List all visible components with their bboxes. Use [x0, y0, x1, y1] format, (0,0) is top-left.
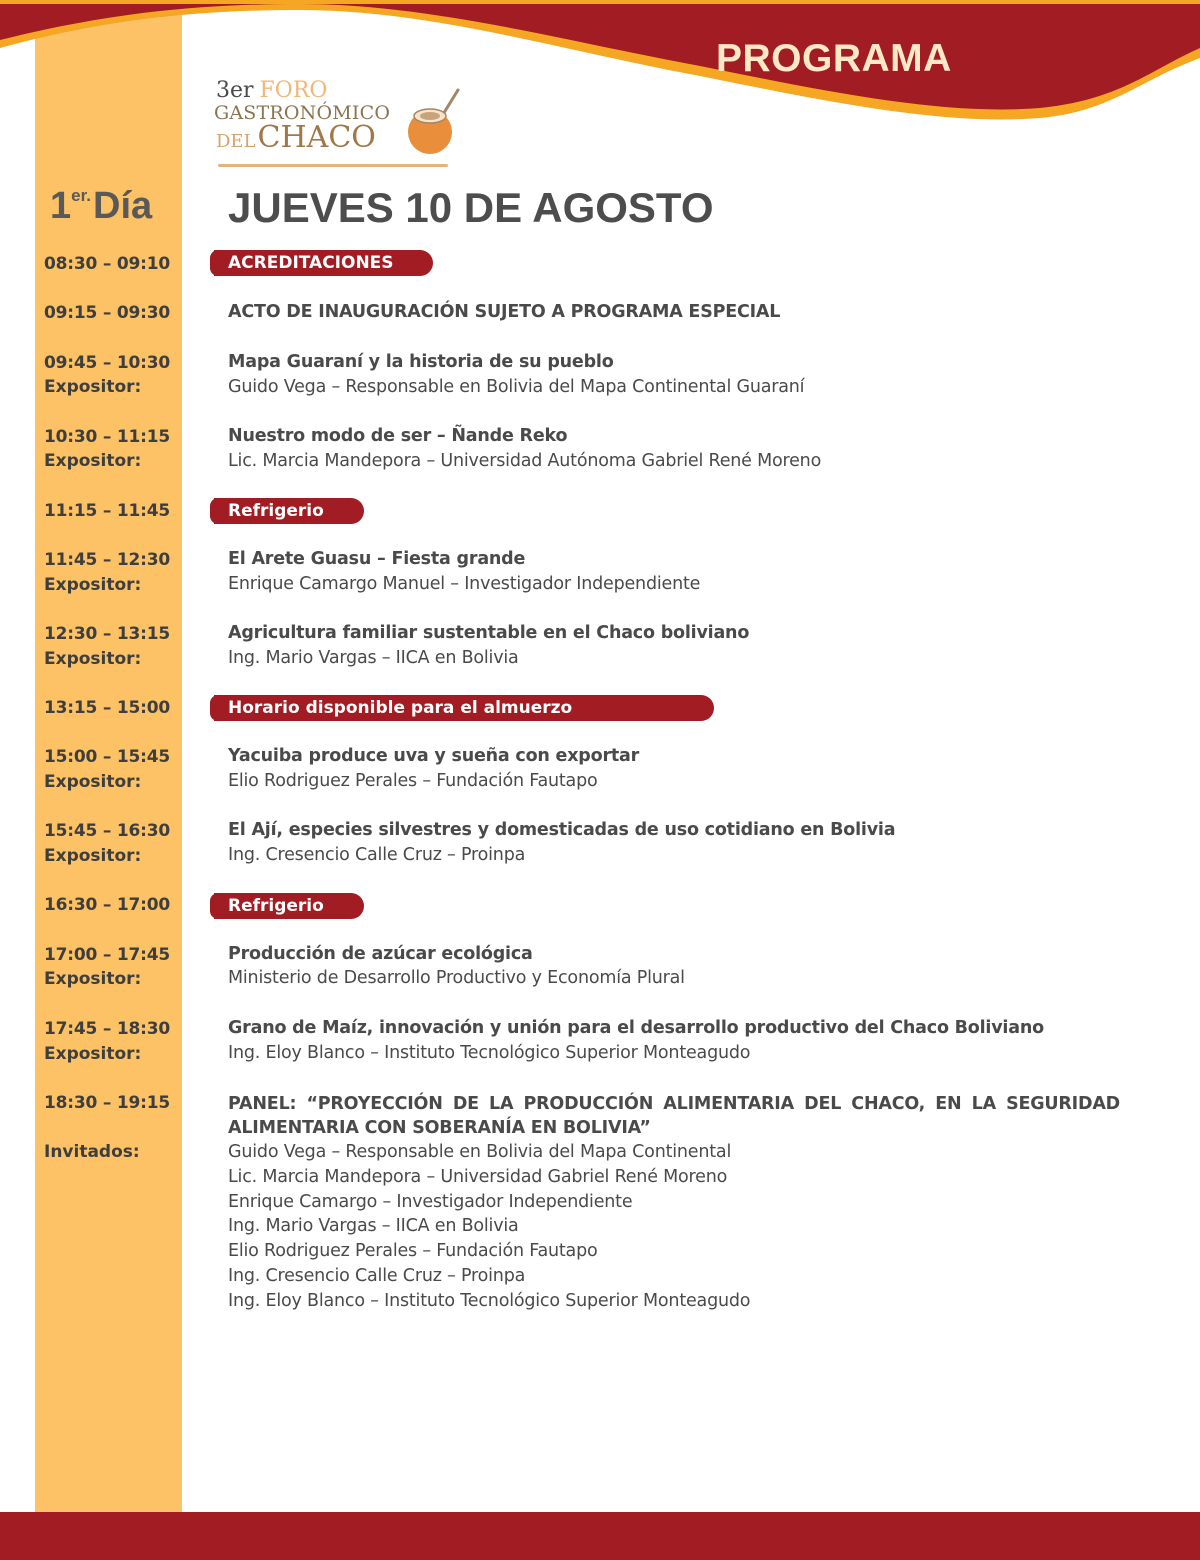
expositor-label: Expositor:	[44, 377, 142, 397]
invitados-label: Invitados:	[44, 1142, 140, 1162]
logo-ordinal: 3er	[216, 78, 254, 103]
session-title: El Ají, especies silvestres y domesticadas de uso cotidiano en Bolivia	[228, 820, 896, 840]
section-pill: ACREDITACIONES	[214, 250, 433, 276]
expositor-label: Expositor:	[44, 969, 142, 989]
time-slot: 09:15 – 09:30	[44, 303, 170, 323]
session-title: Mapa Guaraní y la historia de su pueblo	[228, 352, 614, 372]
expositor-label: Expositor:	[44, 575, 142, 595]
time-slot: 10:30 – 11:15	[44, 427, 170, 447]
expositor-label: Expositor:	[44, 451, 142, 471]
section-pill: Horario disponible para el almuerzo	[214, 695, 714, 721]
time-slot: 17:00 – 17:45	[44, 945, 170, 965]
section-pill: Refrigerio	[214, 498, 364, 524]
time-slot: 17:45 – 18:30	[44, 1019, 170, 1039]
guest-item: Lic. Marcia Mandepora – Universidad Gabriel René Moreno	[228, 1166, 728, 1187]
time-slot: 12:30 – 13:15	[44, 624, 170, 644]
session-title: Nuestro modo de ser – Ñande Reko	[228, 426, 568, 446]
session-speaker: Elio Rodriguez Perales – Fundación Fautapo	[228, 771, 598, 791]
panel-title: PANEL: “PROYECCIÓN DE LA PRODUCCIÓN ALIMENTARIA DEL CHACO, EN LA SEGURIDAD ALIMENTARIA CON SOBERANÍA EN BOLIVIA”	[228, 1094, 1120, 1138]
expositor-label: Expositor:	[44, 772, 142, 792]
guest-item: Guido Vega – Responsable en Bolivia del Mapa Continental	[228, 1142, 732, 1162]
day-number: 1	[50, 185, 72, 227]
session-speaker: Ing. Cresencio Calle Cruz – Proinpa	[228, 845, 526, 865]
time-slot: 08:30 – 09:10	[44, 254, 170, 274]
guest-item: Enrique Camargo – Investigador Independiente	[228, 1191, 633, 1212]
time-slot: 18:30 – 19:15	[44, 1093, 170, 1113]
guest-list	[228, 1140, 750, 1314]
time-slot: 11:45 – 12:30	[44, 550, 170, 570]
session-speaker: Ing. Mario Vargas – IICA en Bolivia	[228, 648, 519, 668]
time-slot: 13:15 – 15:00	[44, 698, 170, 718]
session-title: El Arete Guasu – Fiesta grande	[228, 549, 526, 569]
session-title: Producción de azúcar ecológica	[228, 944, 533, 964]
logo-del: DEL	[216, 131, 256, 152]
session-title: ACTO DE INAUGURACIÓN SUJETO A PROGRAMA ESPECIAL	[228, 302, 781, 322]
expositor-label: Expositor:	[44, 649, 142, 669]
header-banner	[0, 0, 1200, 180]
expositor-label: Expositor:	[44, 1044, 142, 1064]
session-speaker: Guido Vega – Responsable en Bolivia del Mapa Continental Guaraní	[228, 377, 805, 397]
time-slot: 15:00 – 15:45	[44, 747, 170, 767]
footer-band	[0, 1512, 1200, 1560]
time-slot: 09:45 – 10:30	[44, 353, 170, 373]
session-title: Yacuiba produce uva y sueña con exportar	[228, 746, 640, 766]
day-word: Día	[93, 185, 153, 227]
logo-gastronomico: GASTRONÓMICO	[214, 102, 391, 124]
header-title: PROGRAMA	[716, 37, 952, 80]
day-heading	[50, 185, 152, 228]
guest-item: Ing. Mario Vargas – IICA en Bolivia	[228, 1216, 519, 1237]
time-slot: 16:30 – 17:00	[44, 895, 170, 915]
section-pill: Refrigerio	[214, 893, 364, 919]
session-title: Agricultura familiar sustentable en el Chaco boliviano	[228, 623, 750, 643]
logo-foro: FORO	[259, 78, 328, 103]
mate-gourd-icon	[400, 86, 470, 156]
logo-underline	[218, 164, 448, 167]
session-speaker: Ministerio de Desarrollo Productivo y Economía Plural	[228, 968, 685, 988]
expositor-label: Expositor:	[44, 846, 142, 866]
session-title: Grano de Maíz, innovación y unión para el desarrollo productivo del Chaco Boliviano	[228, 1018, 1044, 1038]
session-speaker: Lic. Marcia Mandepora – Universidad Autónoma Gabriel René Moreno	[228, 451, 822, 471]
session-speaker: Ing. Eloy Blanco – Instituto Tecnológico Superior Monteagudo	[228, 1043, 751, 1063]
time-slot: 15:45 – 16:30	[44, 821, 170, 841]
session-speaker: Enrique Camargo Manuel – Investigador Independiente	[228, 574, 701, 594]
event-logo	[210, 78, 470, 178]
date-title: JUEVES 10 DE AGOSTO	[228, 184, 714, 231]
guest-item: Ing. Cresencio Calle Cruz – Proinpa	[228, 1265, 526, 1286]
day-suffix: er.	[71, 186, 91, 205]
time-slot: 11:15 – 11:45	[44, 501, 170, 521]
guest-item: Elio Rodriguez Perales – Fundación Fautapo	[228, 1241, 598, 1262]
logo-chaco: CHACO	[257, 120, 376, 155]
guest-item: Ing. Eloy Blanco – Instituto Tecnológico Superior Monteagudo	[228, 1290, 751, 1311]
